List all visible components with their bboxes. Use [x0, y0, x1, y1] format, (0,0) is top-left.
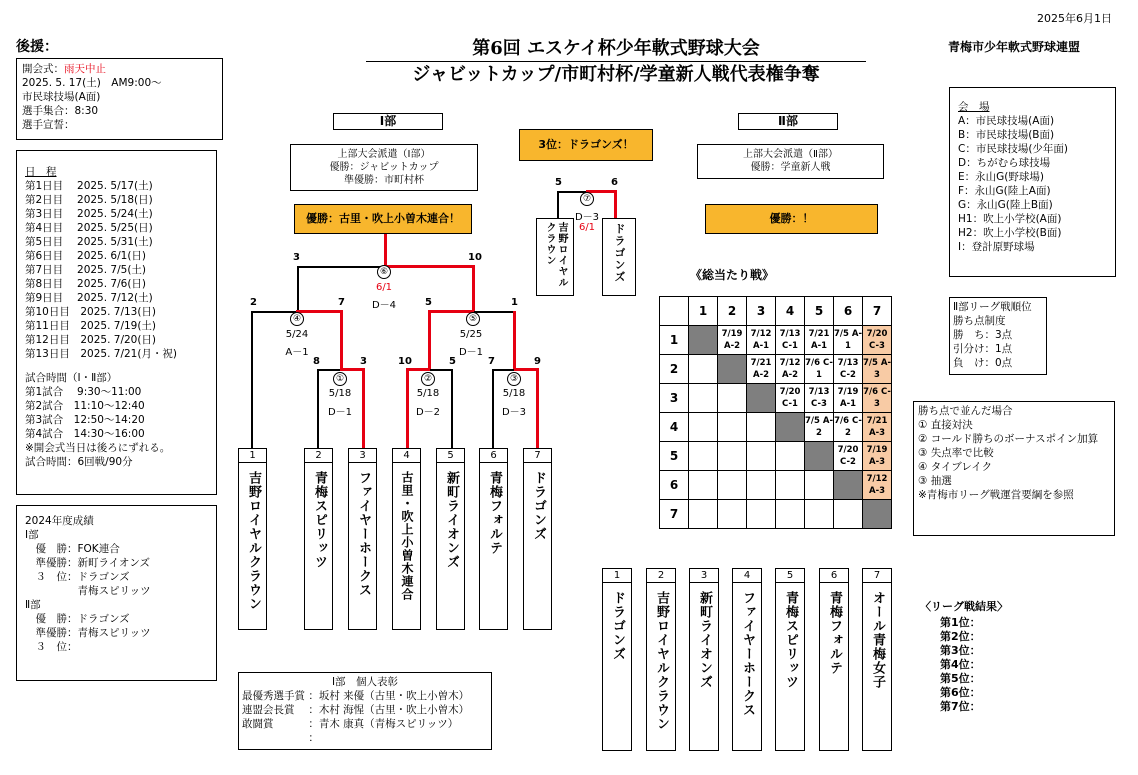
grid-col-header: 1: [689, 297, 718, 326]
results-2024-title: 2024年度成績: [25, 515, 94, 527]
venue-item: F：永山G(陸上A面): [958, 185, 1051, 197]
grid-cell: 7/13 C-3: [805, 384, 834, 413]
league-grid: [659, 296, 892, 529]
schedule-day: 第4日目 2025. 5/25(日): [25, 222, 153, 234]
venues-title: 会 場: [958, 101, 990, 113]
team-name: 吉野ロイヤルクラウン: [654, 591, 669, 731]
grid-row-header: 7: [660, 500, 689, 529]
league-grid-row: [660, 413, 892, 442]
grid-cell-self: [747, 384, 776, 413]
score: 10: [468, 252, 482, 263]
team-number: 2: [647, 569, 675, 583]
grid-cell: 7/13 C-1: [776, 326, 805, 355]
grid-col-header: 3: [747, 297, 776, 326]
schedule-day: 第3日目 2025. 5/24(土): [25, 208, 153, 220]
tiebreak-line: 勝ち点で並んだ場合: [918, 405, 1013, 417]
team-number: 3: [349, 449, 376, 463]
grid-cell: [718, 500, 747, 529]
venue-item: G：永山G(陸上B面): [958, 199, 1053, 211]
div1-info-line: 上部大会派遣（Ⅰ部）: [337, 149, 431, 160]
match-time: 第3試合 12:50〜14:20: [25, 414, 145, 426]
game-field: D－3: [574, 212, 600, 223]
schedule-box: [16, 150, 217, 495]
team-name: オール青梅女子: [870, 591, 885, 689]
league-grid-row: [660, 471, 892, 500]
div2-info-line: 優勝：学童新人戦: [750, 162, 831, 173]
venue-item: B：市民球技場(B面): [958, 129, 1055, 141]
award-line: 連盟会長賞 ：木村 海惺（古里・吹上小曽木）: [242, 704, 470, 716]
results-line: 優 勝：ドラゴンズ: [25, 613, 130, 625]
awards-box: [238, 672, 492, 750]
match-time: 第4試合 14:30〜16:00: [25, 428, 145, 440]
awards-title: Ⅰ部 個人表彰: [331, 676, 399, 688]
grid-cell: [718, 471, 747, 500]
game-date: 6/1: [375, 282, 393, 293]
schedule-day: 第10日目 2025. 7/13(日): [25, 306, 157, 318]
grid-col-header: 4: [776, 297, 805, 326]
ranking-line: 引分け：1点: [953, 343, 1013, 355]
score: 6: [611, 177, 618, 188]
grid-cell: 7/19 A-3: [863, 442, 892, 471]
match-times-title: 試合時間（Ⅰ・Ⅱ部）: [25, 372, 118, 384]
ranking-line: 勝 ち：3点: [953, 329, 1013, 341]
grid-cell: 7/5 A-1: [834, 326, 863, 355]
grid-cell: 7/20 C-1: [776, 384, 805, 413]
league-result-title: 〈リーグ戦結果〉: [920, 600, 1008, 613]
grid-cell-self: [718, 355, 747, 384]
div1-team: [436, 448, 465, 630]
team-name: 吉野ロイヤルクラウン: [544, 222, 567, 288]
grid-cell: 7/5 A-2: [805, 413, 834, 442]
game-date: 5/25: [459, 329, 483, 340]
score: 2: [250, 297, 257, 308]
grid-cell: 7/21 A-2: [747, 355, 776, 384]
third-team: [536, 218, 574, 296]
league-grid-row: [660, 326, 892, 355]
schedule-day: 第8日目 2025. 7/6(日): [25, 278, 147, 290]
schedule-day: 第7日目 2025. 7/5(土): [25, 264, 147, 276]
score: 8: [313, 356, 320, 367]
team-number: 4: [733, 569, 761, 583]
team-name: ドラゴンズ: [610, 591, 625, 661]
grid-cell: [747, 471, 776, 500]
team-name: 吉野ロイヤルクラウン: [246, 471, 261, 611]
team-number: 5: [437, 449, 464, 463]
league-place: 第7位：: [940, 700, 981, 713]
league-title: 《総当たり戦》: [690, 268, 775, 282]
game-number: ④: [290, 312, 304, 326]
venue-item: I：登計原野球場: [958, 241, 1035, 253]
tiebreak-box: [913, 401, 1115, 536]
game-number: ①: [333, 372, 347, 386]
venue-item: H1：吹上小学校(A面): [958, 213, 1062, 225]
results-line: 優 勝：FOK連合: [25, 543, 120, 555]
game-date: 5/18: [502, 388, 526, 399]
score: 9: [534, 356, 541, 367]
grid-cell: 7/12 A-2: [776, 355, 805, 384]
team-number: 6: [480, 449, 507, 463]
league-result: [920, 600, 1008, 714]
grid-cell: 7/6 C-3: [863, 384, 892, 413]
grid-cell: 7/21 A-1: [805, 326, 834, 355]
issue-date: 2025年6月1日: [1037, 12, 1112, 25]
results-line: ３ 位：ドラゴンズ: [25, 571, 130, 583]
team-number: 1: [603, 569, 631, 583]
schedule-day: 第13日目 2025. 7/21(月・祝): [25, 348, 178, 360]
grid-cell: [689, 500, 718, 529]
score: 10: [398, 356, 412, 367]
ranking-box: [949, 297, 1047, 375]
schedule-day: 第11日目 2025. 7/19(土): [25, 320, 157, 332]
opening-date: 2025. 5. 17(土) AM9:00〜: [22, 77, 162, 89]
grid-cell-self: [805, 442, 834, 471]
results-2024-box: [16, 505, 217, 681]
grid-cell: 7/19 A-2: [718, 326, 747, 355]
score: 5: [555, 177, 562, 188]
venues-box: [949, 87, 1116, 277]
grid-cell: 7/12 A-3: [863, 471, 892, 500]
div1-team: [523, 448, 552, 630]
grid-cell: [689, 384, 718, 413]
grid-cell: 7/19 A-1: [834, 384, 863, 413]
team-number: 5: [776, 569, 804, 583]
venue-item: A：市民球技場(A面): [958, 115, 1055, 127]
game-number: ⑤: [466, 312, 480, 326]
game-field: D－3: [501, 407, 527, 418]
game-number: ⑥: [377, 265, 391, 279]
results-line: 準優勝：新町ライオンズ: [25, 557, 151, 569]
grid-col-header: 5: [805, 297, 834, 326]
div1-info-line: 準優勝：市町村杯: [344, 175, 424, 186]
score: 7: [488, 356, 495, 367]
grid-col-header: 6: [834, 297, 863, 326]
league-grid-row: [660, 384, 892, 413]
grid-row-header: 4: [660, 413, 689, 442]
game-field: A－1: [285, 347, 309, 358]
team-name: 青梅スピリッツ: [783, 591, 798, 689]
game-field: D－4: [371, 300, 397, 311]
grid-cell: 7/12 A-1: [747, 326, 776, 355]
grid-row-header: 2: [660, 355, 689, 384]
team-number: 7: [524, 449, 551, 463]
grid-cell-self: [863, 500, 892, 529]
grid-cell-self: [776, 413, 805, 442]
grid-row-header: 5: [660, 442, 689, 471]
team-name: 青梅フォルテ: [487, 471, 502, 555]
grid-cell: [805, 471, 834, 500]
div2-winner-box: 優勝：！: [705, 204, 878, 234]
league-place: 第4位：: [940, 658, 981, 671]
schedule-day: 第9日目 2025. 7/12(土): [25, 292, 153, 304]
venue-item: C：市民球技場(少年面): [958, 143, 1069, 155]
award-line: 最優秀選手賞 ：坂村 来優（古里・吹上小曽木）: [242, 690, 470, 702]
grid-cell: 7/6 C-1: [805, 355, 834, 384]
grid-cell: 7/5 A-3: [863, 355, 892, 384]
div1-winner-box: 優勝：古里・吹上小曽木連合！: [294, 204, 472, 234]
grid-row-header: 1: [660, 326, 689, 355]
team-number: 2: [305, 449, 332, 463]
grid-cell: 7/20 C-2: [834, 442, 863, 471]
div2-label: Ⅱ部: [738, 113, 838, 130]
venue-item: H2：吹上小学校(B面): [958, 227, 1062, 239]
results-line: ３ 位：: [25, 641, 78, 653]
game-number: ②: [421, 372, 435, 386]
grid-cell: [718, 413, 747, 442]
award-line: 敢闘賞 ：青木 康真（青梅スピリッツ）: [242, 718, 459, 730]
tiebreak-line: ③ 抽選: [918, 475, 952, 487]
results-line: 準優勝：青梅スピリッツ: [25, 627, 151, 639]
grid-cell: [805, 500, 834, 529]
score: 5: [449, 356, 456, 367]
schedule-day: 第6日目 2025. 6/1(日): [25, 250, 147, 262]
team-name: ファイヤーホークス: [740, 591, 755, 717]
league-place: 第5位：: [940, 672, 981, 685]
third-team: [602, 218, 636, 296]
team-name: 新町ライオンズ: [444, 471, 459, 569]
game-field: D－2: [415, 407, 441, 418]
div1-team: [392, 448, 421, 630]
tiebreak-line: ① 直接対決: [918, 419, 973, 431]
ranking-line: 負 け：0点: [953, 357, 1013, 369]
team-name: ドラゴンズ: [613, 223, 626, 283]
team-name: ファイヤーホークス: [356, 471, 371, 597]
game-date: 5/18: [328, 388, 352, 399]
grid-cell: [689, 413, 718, 442]
div2-info-line: 上部大会派遣（Ⅱ部）: [743, 149, 838, 160]
team-name: ドラゴンズ: [531, 471, 546, 541]
tiebreak-line: ※青梅市リーグ戦運営要綱を参照: [918, 489, 1074, 501]
page-title: 第6回 エスケイ杯少年軟式野球大会: [366, 34, 866, 62]
team-number: 6: [820, 569, 848, 583]
page-subtitle: ジャビットカップ/市町村杯/学童新人戦代表権争奪: [412, 64, 820, 85]
team-name: 古里・吹上小曽木連合: [400, 471, 414, 601]
team-number: 3: [690, 569, 718, 583]
sponsor-label: 後援：: [16, 39, 58, 55]
venue-item: D：ちがむら球技場: [958, 157, 1051, 169]
score: 3: [360, 356, 367, 367]
score: 7: [338, 297, 345, 308]
league-grid-row: [660, 442, 892, 471]
team-name: 青梅スピリッツ: [312, 471, 327, 569]
results-line: 青梅スピリッツ: [25, 585, 151, 597]
team-name: 青梅フォルテ: [827, 591, 842, 675]
opening-ceremony-box: [16, 58, 223, 140]
div2-team: [689, 568, 719, 751]
grid-cell: [776, 500, 805, 529]
team-name: 新町ライオンズ: [697, 591, 712, 689]
grid-cell: [718, 442, 747, 471]
league-place: 第1位：: [940, 616, 981, 629]
schedule-day: 第5日目 2025. 5/31(土): [25, 236, 153, 248]
opening-status: 雨天中止: [64, 63, 106, 75]
grid-cell: [689, 442, 718, 471]
grid-col-header: 2: [718, 297, 747, 326]
league-place: 第2位：: [940, 630, 981, 643]
org-name: 青梅市少年軟式野球連盟: [948, 40, 1081, 54]
league-grid-header: [660, 297, 892, 326]
score: 5: [425, 297, 432, 308]
grid-cell-self: [834, 471, 863, 500]
game-date: 5/18: [416, 388, 440, 399]
tiebreak-line: ③ 失点率で比較: [918, 447, 994, 459]
game-field: D－1: [327, 407, 353, 418]
div2-team: [819, 568, 849, 751]
grid-row-header: 3: [660, 384, 689, 413]
opening-oath: 選手宣誓：: [22, 119, 75, 131]
league-place: 第3位：: [940, 644, 981, 657]
team-number: 1: [239, 449, 266, 463]
grid-col-header: 7: [863, 297, 892, 326]
grid-row-header: 6: [660, 471, 689, 500]
results-line: Ⅰ部: [25, 529, 39, 541]
grid-cell-self: [689, 326, 718, 355]
div2-team: [602, 568, 632, 751]
grid-cell: [689, 355, 718, 384]
div1-team: [238, 448, 267, 630]
grid-cell: 7/21 A-3: [863, 413, 892, 442]
league-grid-row: [660, 355, 892, 384]
grid-cell: 7/6 C-2: [834, 413, 863, 442]
score: 1: [511, 297, 518, 308]
game-date: 5/24: [285, 329, 309, 340]
opening-gather: 選手集合：8:30: [22, 105, 99, 117]
results-line: Ⅱ部: [25, 599, 41, 611]
league-place: 第6位：: [940, 686, 981, 699]
grid-cell: [689, 471, 718, 500]
tiebreak-line: ④ タイブレイク: [918, 461, 993, 473]
match-duration: 試合時間：6回戦/90分: [25, 456, 133, 468]
grid-cell: [776, 442, 805, 471]
div1-team: [348, 448, 377, 630]
schedule-day: 第12日目 2025. 7/20(日): [25, 334, 157, 346]
div1-info-line: 優勝：ジャビットカップ: [329, 162, 439, 173]
score: 3: [293, 252, 300, 263]
schedule-title: 日 程: [25, 166, 57, 178]
match-time: 第2試合 11:10〜12:40: [25, 400, 145, 412]
grid-cell: [776, 471, 805, 500]
match-time: 第1試合 9:30〜11:00: [25, 386, 142, 398]
grid-corner: [660, 297, 689, 326]
div2-team: [775, 568, 805, 751]
tiebreak-line: ② コールド勝ちのボーナスポイン加算: [918, 433, 1099, 445]
div1-label: Ⅰ部: [333, 113, 443, 130]
div2-team: [862, 568, 892, 751]
league-grid-row: [660, 500, 892, 529]
opening-venue: 市民球技場(A面): [22, 91, 101, 103]
div1-team: [479, 448, 508, 630]
match-time-note: ※開会式当日は後ろにずれる。: [25, 442, 171, 454]
div2-info-box: [697, 144, 884, 179]
div1-team: [304, 448, 333, 630]
ranking-line: 勝ち点制度: [953, 315, 1006, 327]
grid-cell: [747, 500, 776, 529]
team-number: 7: [863, 569, 891, 583]
game-field: D－1: [458, 347, 484, 358]
third-place-box: 3位：ドラゴンズ！: [519, 129, 653, 161]
schedule-day: 第2日目 2025. 5/18(日): [25, 194, 153, 206]
grid-cell: 7/20 C-3: [863, 326, 892, 355]
schedule-day: 第1日目 2025. 5/17(土): [25, 180, 153, 192]
game-date: 6/1: [578, 222, 596, 233]
venue-item: E：永山G(野球場): [958, 171, 1044, 183]
game-number: ③: [507, 372, 521, 386]
div2-team: [646, 568, 676, 751]
div2-team: [732, 568, 762, 751]
opening-label: 開会式：: [22, 63, 64, 75]
ranking-line: Ⅱ部リーグ戦順位: [953, 301, 1032, 313]
grid-cell: 7/13 C-2: [834, 355, 863, 384]
grid-cell: [747, 442, 776, 471]
grid-cell: [747, 413, 776, 442]
grid-cell: [834, 500, 863, 529]
team-number: 4: [393, 449, 420, 463]
game-number: ⑦: [580, 192, 594, 206]
grid-cell: [718, 384, 747, 413]
div1-info-box: [290, 144, 478, 191]
award-line: ：: [242, 732, 319, 744]
